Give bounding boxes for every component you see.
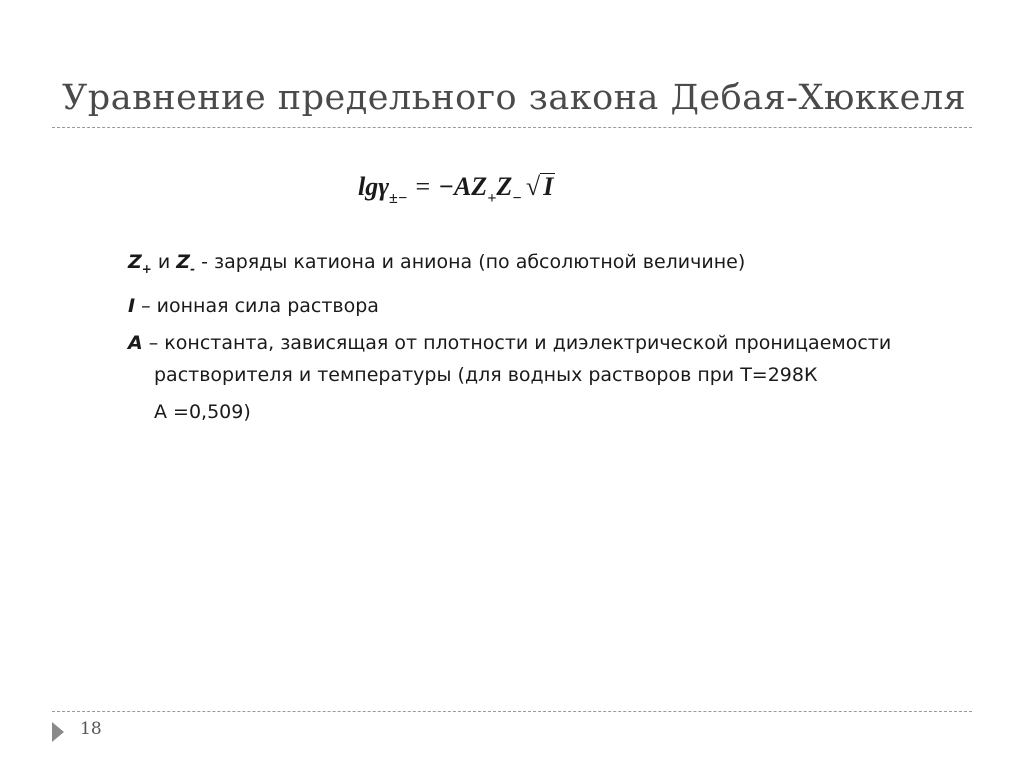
sqrt-symbol: √ — [525, 172, 541, 201]
symbol-i: I — [128, 295, 136, 317]
slide-title: Уравнение предельного закона Дебая-Хюккеля — [62, 78, 967, 118]
formula-equals: = — [415, 172, 431, 201]
footer-divider — [52, 711, 972, 712]
value-line — [128, 396, 968, 428]
symbol-z-minus-sub: - — [190, 262, 196, 276]
conjunction-text: и — [151, 251, 177, 273]
definition-charges-text: - заряды катиона и аниона (по абсолютной величине) — [195, 251, 746, 273]
definition-ionic-strength-text: – ионная сила раствора — [135, 295, 379, 317]
a-value: А =0,509) — [154, 401, 251, 423]
formula-minus-az: −AZ — [438, 172, 488, 201]
symbol-z-plus-sub: + — [141, 262, 152, 276]
debye-huckel-formula — [358, 172, 555, 208]
symbol-z-plus: Z — [128, 251, 142, 273]
title-divider — [52, 127, 972, 128]
page-number: 18 — [80, 719, 102, 739]
definition-constant-a — [128, 327, 968, 391]
formula-lhs: lgγ — [358, 172, 390, 201]
formula-zplus-subscript: + — [487, 190, 497, 207]
formula-lhs-subscript: ±− — [389, 190, 408, 207]
formula-z: Z — [496, 172, 513, 201]
symbol-a: A — [128, 332, 143, 354]
definition-constant-a-continuation: растворителя и температуры (для водных растворов при Т=298К — [154, 364, 818, 386]
definition-charges — [128, 246, 968, 285]
definitions-list — [128, 246, 968, 433]
symbol-z-minus: Z — [176, 251, 191, 273]
definition-ionic-strength — [128, 290, 968, 322]
definition-constant-a-text: – константа, зависящая от плотности и диэлектрической проницаемости — [142, 332, 892, 354]
formula-zminus-subscript: − — [512, 190, 522, 207]
triangle-arrow-icon — [52, 722, 64, 742]
formula-radicand: I — [540, 173, 555, 200]
formula-sqrt — [522, 172, 555, 202]
